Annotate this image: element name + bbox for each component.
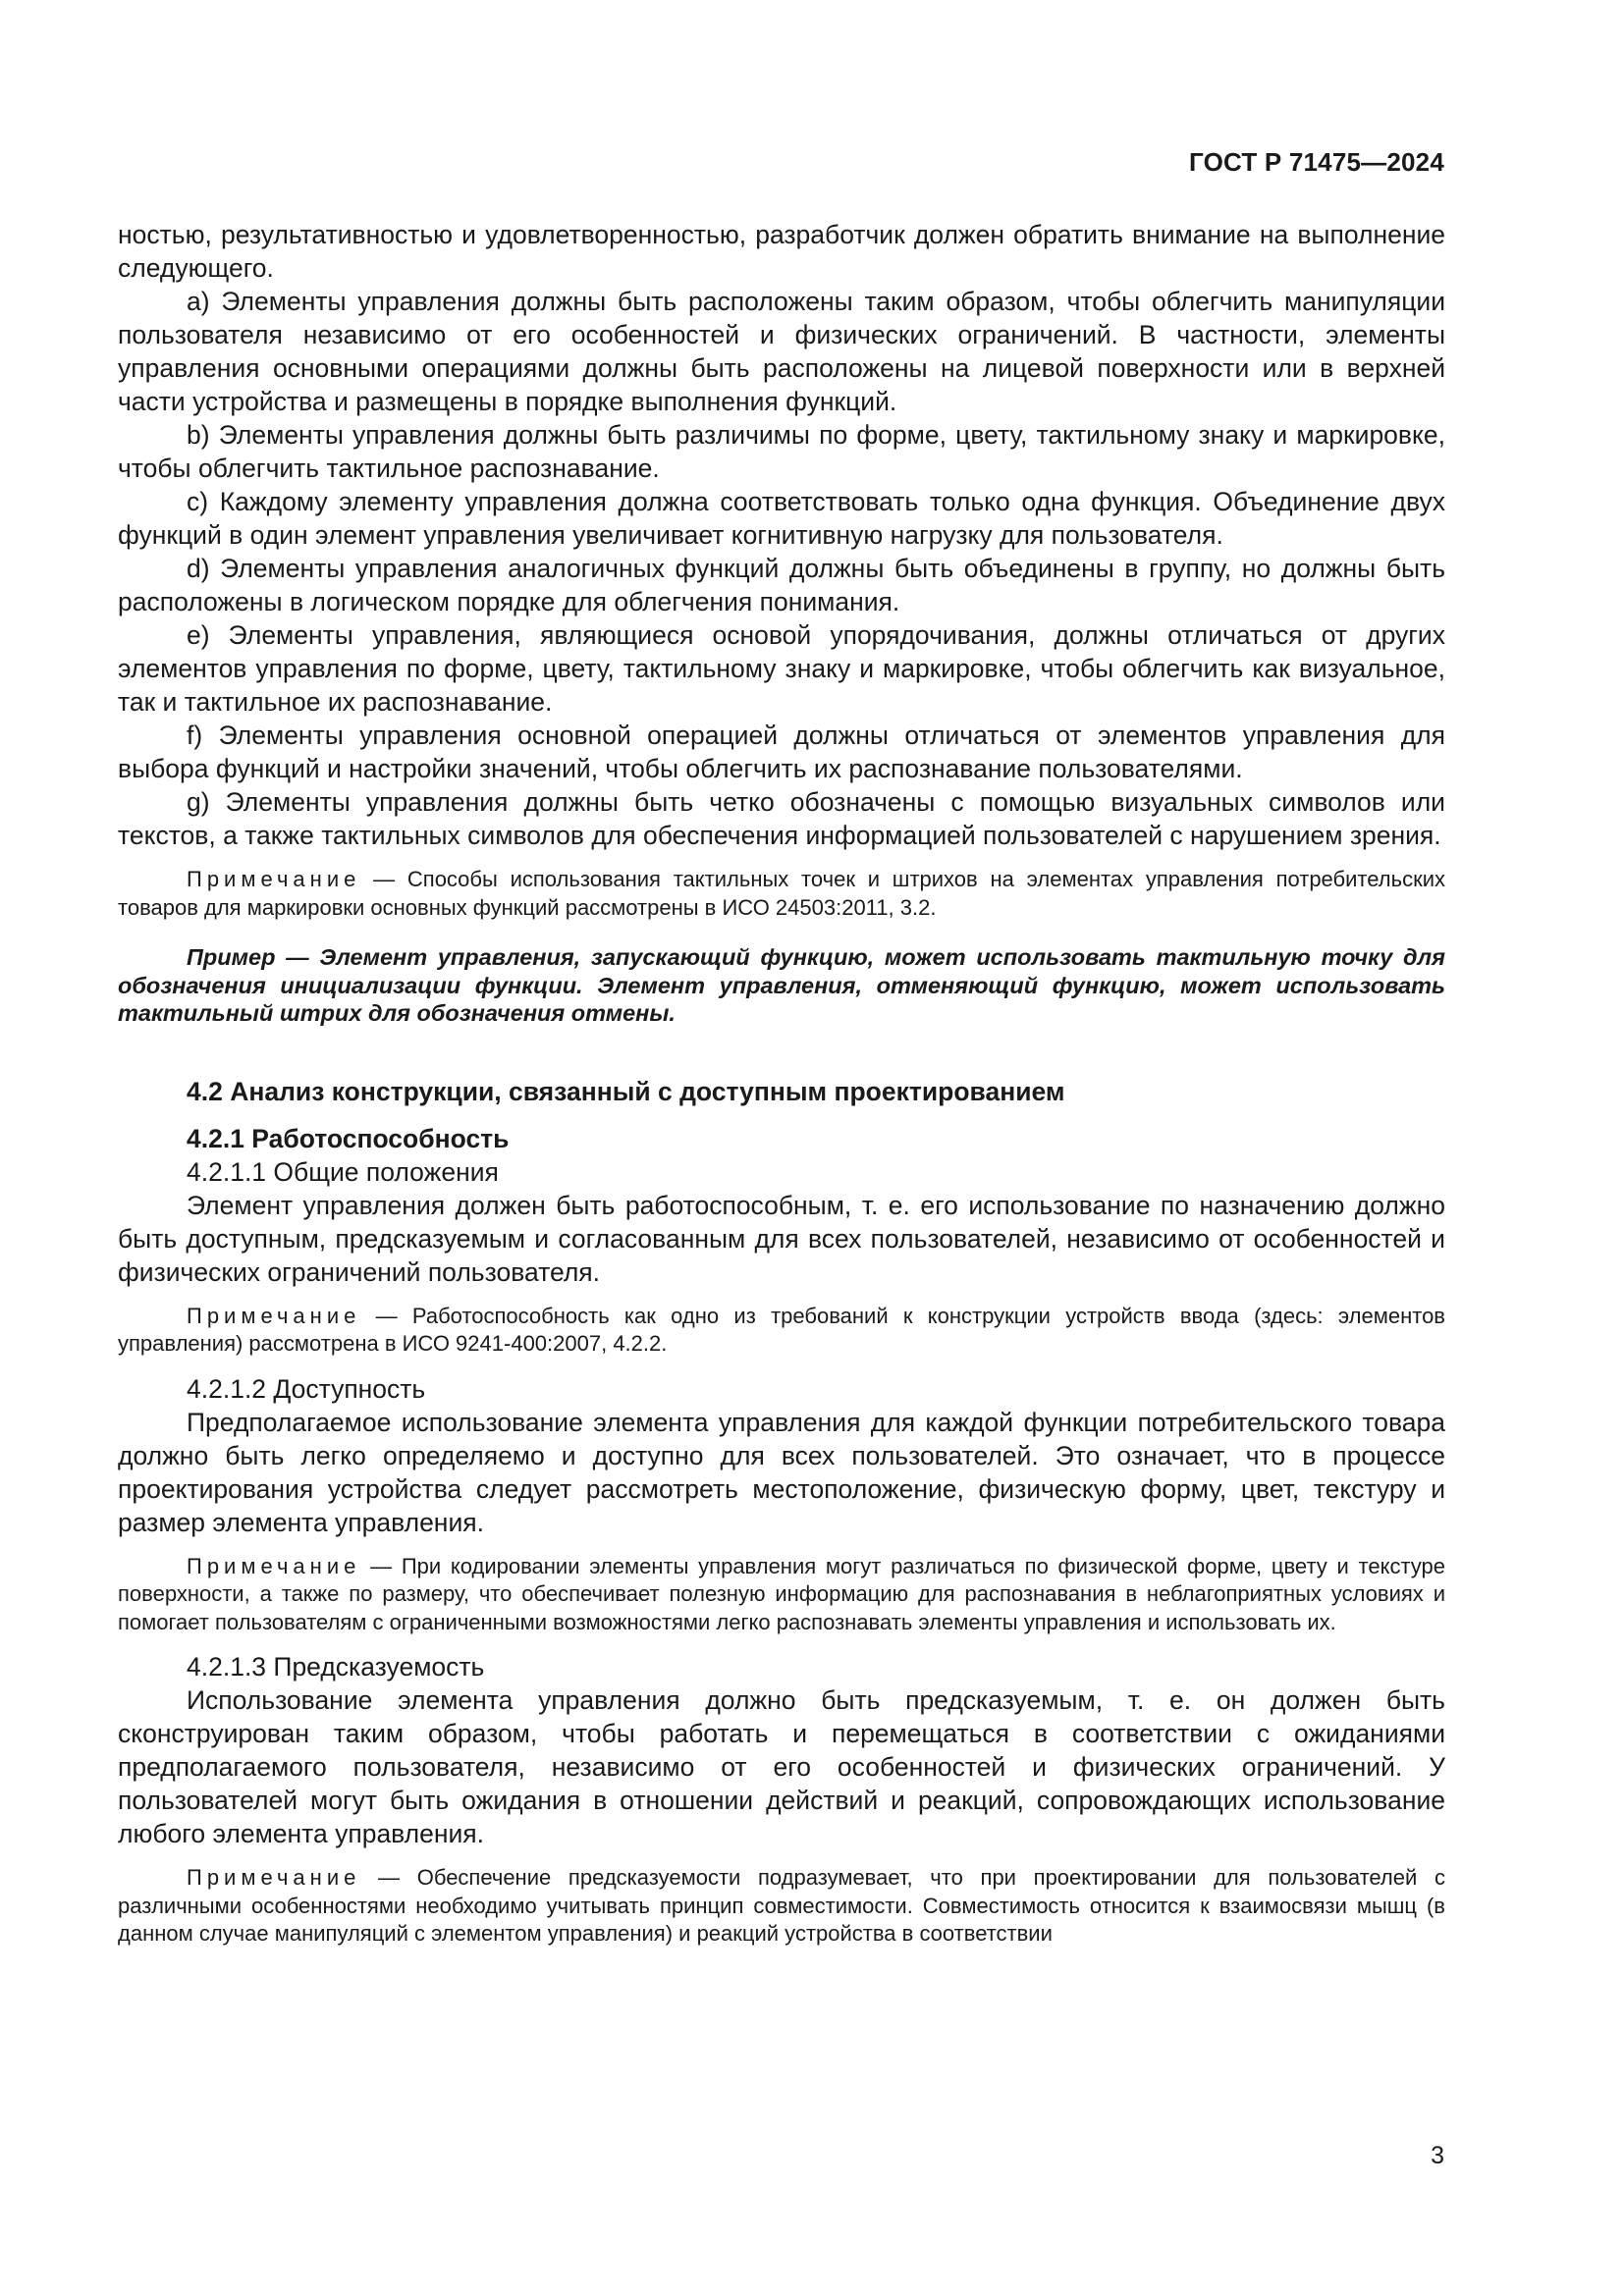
note-3-text: При кодировании элементы управления могут различаться по физической форме, цвету и текстуре поверхности, а также по размеру, что обеспечивает полезную информацию для распознавания в неблагоприятных условиях и помогает пользователям с ограниченными возможностями легко распознавать элементы управления и использовать их.	[118, 1553, 1445, 1634]
note-dash: —	[360, 1865, 417, 1890]
note-2-text: Работоспособность как одно из требований к конструкции устройств ввода (здесь: элементов управления) рассмотрена в ИСО 9241-400:2007, 4.2.2.	[118, 1303, 1445, 1356]
list-item-c: c) Каждому элементу управления должна соответствовать только одна функция. Объединение двух функций в один элемент управления увеличивает когнитивную нагрузку для пользователя.	[118, 487, 1445, 550]
note-label: Примечание	[187, 1553, 361, 1578]
intro-paragraph: ностью, результативностью и удовлетворенностью, разработчик должен обратить внимание на выполнение следующего.	[118, 220, 1445, 283]
page-number: 3	[1431, 2142, 1444, 2169]
note-label: Примечание	[187, 1303, 361, 1328]
paragraph-4-2-1-3: Использование элемента управления должно быть предсказуемым, т. е. он должен быть сконструирован таким образом, чтобы работать и перемещаться в соответствии с ожиданиями предполагаемого пользователя, независимо от его особенностей и физических ограничений. У пользователей могут быть ожидания в отношении действий и реакций, сопровождающих использование любого элемента управления.	[118, 1685, 1445, 1848]
note-dash: —	[360, 1553, 402, 1578]
document-id-header: ГОСТ Р 71475—2024	[1189, 147, 1444, 177]
section-heading-4-2-1-2: 4.2.1.2 Доступность	[187, 1373, 426, 1404]
paragraph-4-2-1-2: Предполагаемое использование элемента управления для каждой функции потребительского товара должно быть легко определяемо и доступно для всех пользователей. Это означает, что в процессе проектирования устройства следует рассмотреть местоположение, физическую форму, цвет, текстуру и размер элемента управления.	[118, 1407, 1445, 1537]
note-dash: —	[360, 1303, 412, 1328]
list-item-a: a) Элементы управления должны быть расположены таким образом, чтобы облегчить манипуляции пользователя независимо от его особенностей и физических ограничений. В частности, элементы управления основными операциями должны быть расположены на лицевой поверхности или в верхней части устройства и размещены в порядке выполнения функций.	[118, 287, 1445, 416]
note-4-text: Обеспечение предсказуемости подразумевает, что при проектировании для пользователей с различными особенностями необходимо учитывать принцип совместимости. Совместимость относится к взаимосвязи мышц (в данном случае манипуляций с элементом управления) и реакций устройства в соответствии	[118, 1865, 1445, 1946]
note-4	[118, 1864, 1445, 1949]
note-label: Примечание	[187, 1865, 361, 1890]
section-heading-4-2-1-3: 4.2.1.3 Предсказуемость	[187, 1652, 485, 1682]
example-paragraph: Пример — Элемент управления, запускающий функцию, может использовать тактильную точку для обозначения инициализации функции. Элемент управления, отменяющий функцию, может использовать тактильный штрих для обозначения отмены.	[118, 944, 1445, 1026]
section-heading-4-2-1: 4.2.1 Работоспособность	[187, 1123, 510, 1153]
list-item-d: d) Элементы управления аналогичных функций должны быть объединены в группу, но должны быть расположены в логическом порядке для облегчения понимания.	[118, 554, 1445, 616]
note-dash: —	[360, 867, 407, 891]
note-1	[118, 866, 1445, 922]
note-1-text: Способы использования тактильных точек и штрихов на элементах управления потребительских товаров для маркировки основных функций рассмотрены в ИСО 24503:2011, 3.2.	[118, 867, 1445, 920]
list-item-e: e) Элементы управления, являющиеся основой упорядочивания, должны отличаться от других элементов управления по форме, цвету, тактильному знаку и маркировке, чтобы облегчить как визуальное, так и тактильное их распознавание.	[118, 620, 1445, 717]
section-heading-4-2-1-1: 4.2.1.1 Общие положения	[187, 1156, 499, 1187]
note-3	[118, 1553, 1445, 1637]
list-item-b: b) Элементы управления должны быть различимы по форме, цвету, тактильному знаку и маркировке, чтобы облегчить тактильное распознавание.	[118, 420, 1445, 483]
list-item-g: g) Элементы управления должны быть четко обозначены с помощью визуальных символов или текстов, а также тактильных символов для обеспечения информацией пользователей с нарушением зрения.	[118, 787, 1445, 850]
list-item-f: f) Элементы управления основной операцией должны отличаться от элементов управления для выбора функций и настройки значений, чтобы облегчить их распознавание пользователями.	[118, 721, 1445, 783]
note-2	[118, 1303, 1445, 1359]
section-heading-4-2: 4.2 Анализ конструкции, связанный с доступным проектированием	[187, 1076, 1065, 1106]
note-label: Примечание	[187, 867, 361, 891]
paragraph-4-2-1-1: Элемент управления должен быть работоспособным, т. е. его использование по назначению должно быть доступным, предсказуемым и согласованным для всех пользователей, независимо от особенностей и физических ограничений пользователя.	[118, 1190, 1445, 1287]
page-content	[118, 218, 1445, 1949]
